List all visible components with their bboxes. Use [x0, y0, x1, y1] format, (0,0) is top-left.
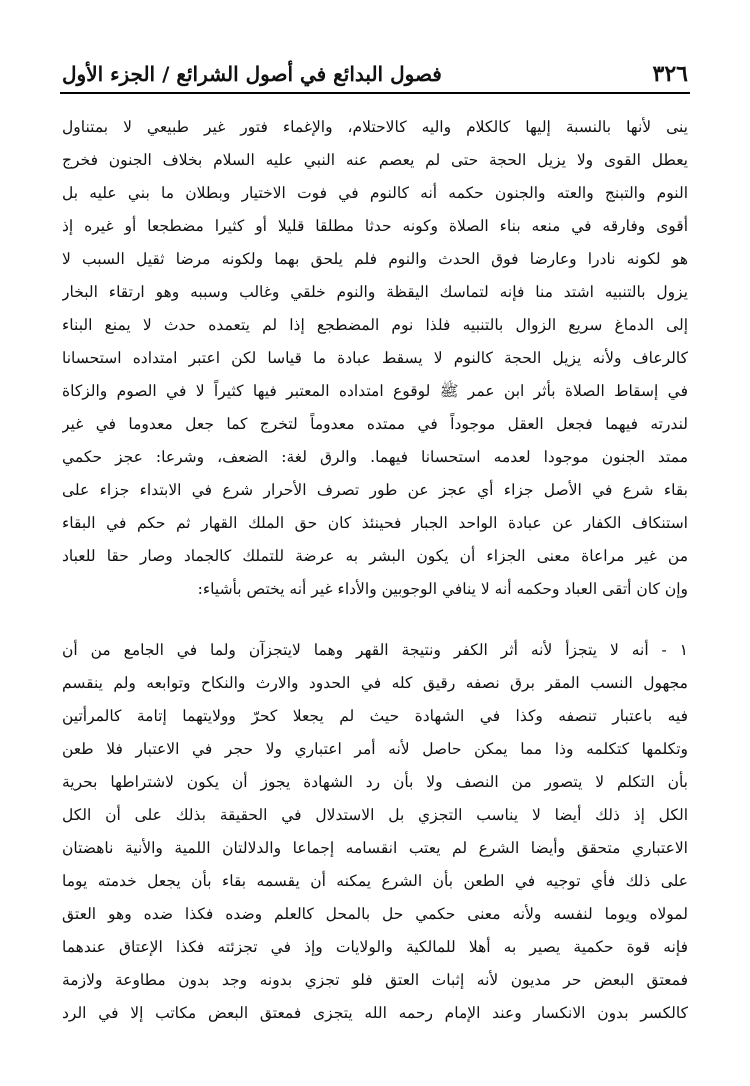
text-line: ١ - أنه لا يتجزأ لأنه أثر الكفر ونتيجة القهر وهما لايتجزآن ولما في الجامع من أن [62, 641, 688, 659]
text-line: بأن التكلم لا يتصور من النصف ولا بأن رد الشهادة يجوز أن يكون لاشتراطها بحرية [62, 773, 688, 791]
body-text [62, 111, 688, 1030]
text-line: فإنه قوة حكمية يصير به أهلا للمالكية والولايات وإذ في تجزئته فكذا الإعتاق عندهما [62, 938, 688, 956]
text-line: وإن كان أتقى العباد وحكمه أنه لا ينافي الوجوبين والأداء غير أنه يختص بأشياء: [197, 580, 688, 598]
text-line: وتكلمها كتكلمه وذا مما يمكن حاصل لأنه أمر اعتباري ولا حجر في الاعتبار فلا طعن [62, 740, 688, 758]
text-line: ممتد الجنون موجودا لعدمه استحسانا فيهما. والرق لغة: الضعف، وشرعا: عجز حكمي [62, 448, 688, 466]
text-line: هو لكونه نادرا وعارضا فوق الحدث والنوم فلم يلحق بهما ولكونه مرضا ثقيل السبب لا [62, 250, 688, 268]
text-line: إلى الدماغ سريع الزوال بالتنبيه فلذا نوم المضطجع إذا لم يتعمده حدث لا يمنع البناء [62, 316, 688, 334]
text-line: لندرته فيهما فجعل العقل موجوداً في ممتده معدوماً لتخرج كما جعل معدوما في غير [62, 415, 688, 433]
text-line: استنكاف الكفار عن عبادة الواحد الجبار فحينئذ كان حق الملك القهار ثم حكم في البقاء [62, 514, 688, 532]
text-line: النوم والتبنج والعته والجنون حكمه أنه كالنوم في فوت الاختيار وبطلان ما بني عليه بل [62, 184, 688, 202]
text-line: بقاء شرع في الأصل جزاء أي عجز عن طور تصرف الأحرار شرع في الابتداء جزاء على [62, 481, 688, 499]
paragraph-1 [62, 111, 688, 606]
text-line: كالكسر بدون الانكسار وعند الإمام رحمه الله يتجزى فمعتق البعض مكاتب إلا في الرد [62, 1004, 688, 1022]
running-title: فصول البدائع في أصول الشرائع / الجزء الأول [62, 62, 442, 86]
text-line: يعطل القوى ولا يزيل الحجة حتى لم يعصم عنه النبي عليه السلام بخلاف الجنون فخرج [62, 151, 688, 169]
text-line: ينى لأنها بالنسبة إليها كالكلام واليه كالاحتلام، والإغماء فتور غير طبيعي لا بمتناول [62, 118, 688, 136]
text-line: فيه باعتبار تنصفه وكذا في الشهادة حيث لم يجعلا كحرّ وولايتهما إتامة كالمرأتين [62, 707, 688, 725]
text-line: مجهول النسب المقر برق نصفه رقيق كله في الحدود والارث والنكاح وتوابعه ولم ينقسم [62, 674, 688, 692]
text-line: الكل إذ ذلك أيضا لا يناسب التجزي بل الاستدلال في الحقيقة بذلك على أن الكل [62, 806, 688, 824]
paragraph-gap [62, 606, 688, 634]
text-line: على ذلك فأي توجيه في الطعن بأن الشرع يمكنه أن يقسمه بقاء بأن يجعل خدمته يوما [62, 872, 688, 890]
text-line: يزول بالتنبيه اشتد منا فإنه لتماسك اليقظة والنوم خلقي وغالب وسببه وهو ارتقاء البخار [62, 283, 688, 301]
text-line: فمعتق البعض حر مديون لأنه إثبات العتق فلو تجزي بدونه وجد بدون مطاوعة ولازمة [62, 971, 688, 989]
page-header [62, 58, 688, 90]
paragraph-2 [62, 634, 688, 1030]
text-line: لمولاه ويوما لنفسه ولأنه معنى حكمي حل بالمحل كالعلم وضده فكذا ضده وهو العتق [62, 905, 688, 923]
text-line: أقوى وفارقه في منعه بناء الصلاة وكونه حدثا مطلقا قليلا أو كثيرا مضطجعا أو غيره إذ [62, 217, 688, 235]
text-line: الاعتباري متحقق وأيضا الشرع لم يعتب انقسامه إجماعا والدلالتان اللمية والأنية ناهضتان [62, 839, 688, 857]
text-line: كالرعاف ولأنه يزيل الحجة كالنوم لا يسقط عبادة ما قياسا لكن اعتبر امتداده استحسانا [62, 349, 688, 367]
text-line: من غير مراعاة معنى الجزاء أن يكون البشر به عرضة للتملك كالجماد وصار حقا للعباد [62, 547, 688, 565]
page-number: ٣٢٦ [652, 61, 688, 87]
text-line: في إسقاط الصلاة بأثر ابن عمر ﷺ لوقوع امتداده المعتبر فيها كثيراً لا في الصوم والزكاة [62, 382, 688, 400]
header-rule [60, 92, 690, 94]
